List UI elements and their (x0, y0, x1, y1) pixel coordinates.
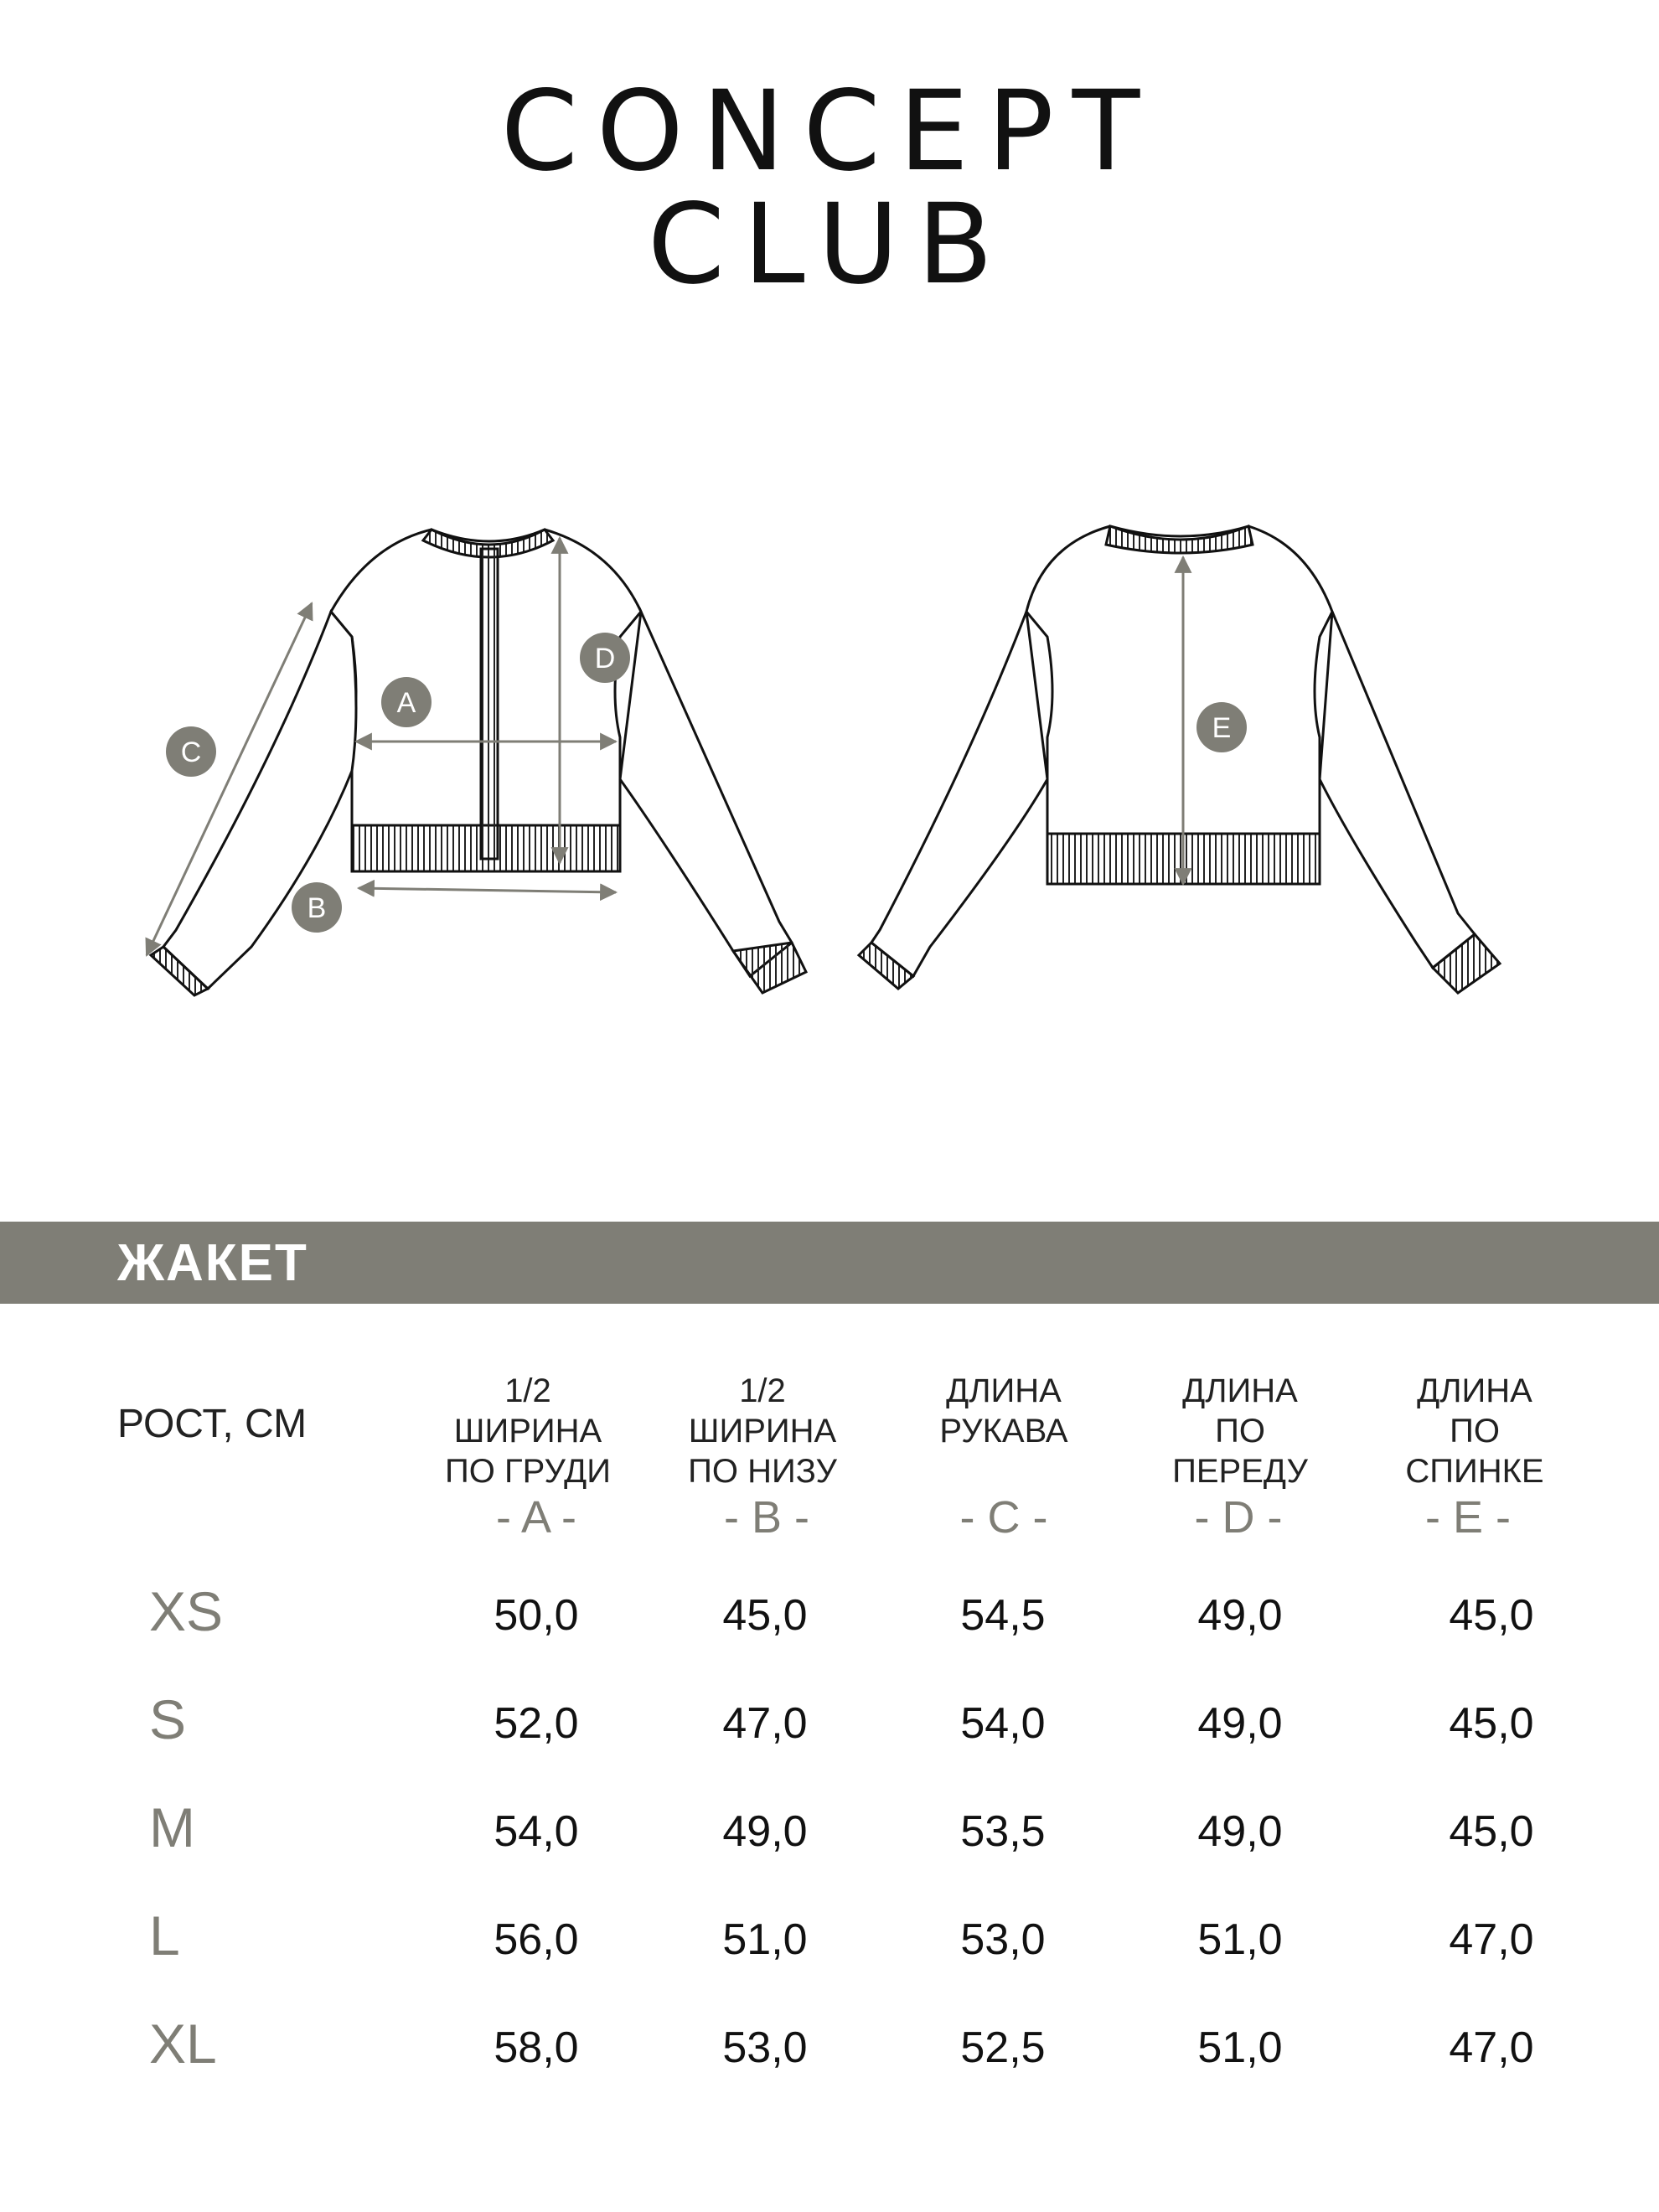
table-cell: 45,0 (1449, 1807, 1534, 1856)
column-header-line2: РУКАВА (939, 1413, 1068, 1450)
size-label: M (149, 1796, 195, 1858)
size-label: XS (149, 1580, 224, 1642)
column-header-line2: ПО НИЗУ (688, 1453, 837, 1490)
column-header-line2: ПО ГРУДИ (445, 1453, 611, 1490)
column-header-b (666, 1371, 859, 1491)
table-cell: 56,0 (494, 1915, 579, 1964)
table-cell: 51,0 (722, 1915, 808, 1964)
table-cell: 49,0 (1197, 1591, 1283, 1640)
column-header-line1: ДЛИНА (1417, 1372, 1532, 1409)
column-letter-d: - D - (1194, 1492, 1283, 1543)
column-header-line1: ДЛИНА (1182, 1372, 1298, 1409)
marker-e-label: E (1212, 712, 1232, 744)
column-letter-a: - A - (495, 1492, 577, 1543)
table-cell: 50,0 (494, 1591, 579, 1640)
table-cell: 53,0 (722, 2023, 808, 2072)
column-header-line2: ПО ПЕРЕДУ (1172, 1413, 1308, 1490)
column-header-line1: 1/2 ШИРИНА (453, 1372, 602, 1450)
table-cell: 52,0 (494, 1699, 579, 1748)
table-cell: 53,5 (960, 1807, 1046, 1856)
section-band (0, 1222, 1659, 1304)
table-cell: 49,0 (1197, 1699, 1283, 1748)
table-cell: 54,0 (960, 1699, 1046, 1748)
back-view (859, 526, 1500, 993)
column-header-a (444, 1371, 612, 1491)
column-header-line2: ПО СПИНКЕ (1405, 1413, 1544, 1490)
table-cell: 53,0 (960, 1915, 1046, 1964)
brand-logo-line1: CONCEPT (500, 67, 1159, 196)
table-cell: 52,5 (960, 2023, 1046, 2072)
table-cell: 45,0 (1449, 1699, 1534, 1748)
size-label: S (149, 1688, 187, 1750)
front-view (151, 530, 806, 995)
table-cell: 54,0 (494, 1807, 579, 1856)
marker-a-label: A (396, 687, 416, 719)
marker-d-label: D (594, 643, 616, 674)
column-header-c (920, 1371, 1088, 1451)
size-label: L (149, 1904, 180, 1967)
table-cell: 51,0 (1197, 1915, 1283, 1964)
table-cell: 47,0 (1449, 2023, 1534, 2072)
garment-technical-drawing (0, 469, 1659, 1072)
table-cell: 47,0 (722, 1699, 808, 1748)
column-header-e (1378, 1371, 1571, 1491)
table-cell: 45,0 (1449, 1591, 1534, 1640)
table-cell: 49,0 (1197, 1807, 1283, 1856)
column-letter-e: - E - (1425, 1492, 1511, 1543)
table-cell: 45,0 (722, 1591, 808, 1640)
section-title: ЖАКЕТ (117, 1234, 308, 1292)
marker-c-label: C (180, 736, 202, 768)
table-cell: 58,0 (494, 2023, 579, 2072)
table-cell: 54,5 (960, 1591, 1046, 1640)
brand-logo-line2: CLUB (647, 180, 1012, 309)
rost-label: РОСТ, СМ (117, 1402, 308, 1446)
table-cell: 47,0 (1449, 1915, 1534, 1964)
column-header-line1: 1/2 ШИРИНА (688, 1372, 837, 1450)
marker-b-label: B (307, 892, 327, 924)
table-cell: 49,0 (722, 1807, 808, 1856)
column-letter-b: - B - (724, 1492, 809, 1543)
size-label: XL (149, 2013, 217, 2075)
column-header-line1: ДЛИНА (946, 1372, 1062, 1409)
table-cell: 51,0 (1197, 2023, 1283, 2072)
column-letter-c: - C - (959, 1492, 1048, 1543)
column-header-d (1148, 1371, 1332, 1491)
